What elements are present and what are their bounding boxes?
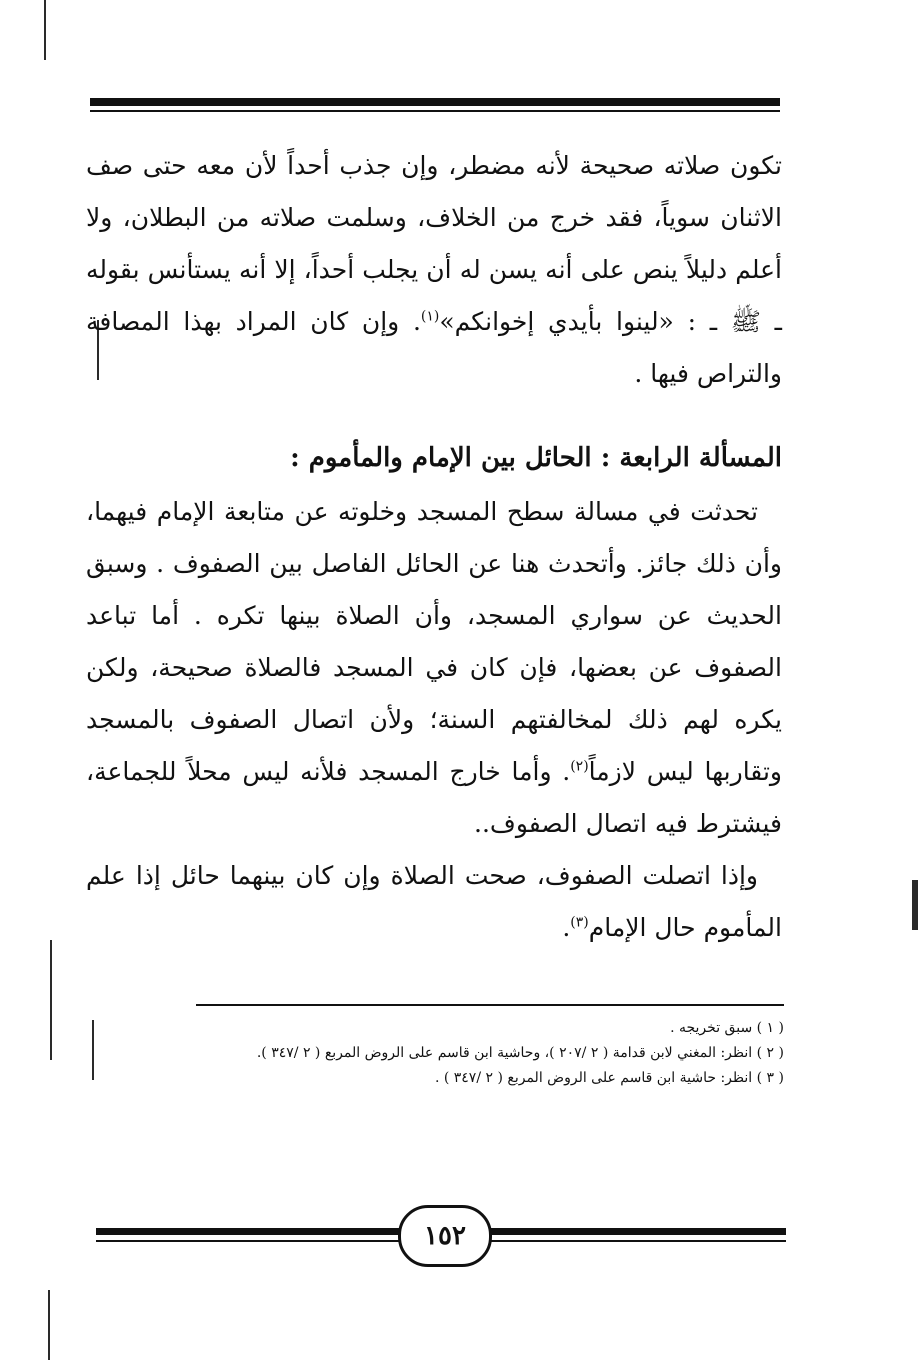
paragraph-3	[86, 850, 782, 954]
paragraph-2-text: تحدثت في مسالة سطح المسجد وخلوته عن متابعة الإمام فيهما، وأن ذلك جائز. وأتحدث هنا عن الحائل الفاصل بين الصفوف . وسبق الحديث عن سواري المسجد، وأن الصلاة بينها تكره . أما تباعد الصفوف عن بعضها، فإن كان في المسجد فالصلاة صحيحة، ولكن يكره لهم ذلك لمخالفتهم السنة؛ ولأن اتصال الصفوف بالمسجد وتقاربها ليس لازماً	[86, 497, 782, 786]
paragraph-2-end: . وأما خارج المسجد فلأنه ليس محلاً للجماعة، فيشترط فيه اتصال الصفوف..	[86, 757, 782, 838]
scan-margin-line	[48, 1290, 50, 1360]
paragraph-1	[86, 140, 782, 400]
scan-margin-line	[44, 0, 46, 60]
footnote-ref-2: (٢)	[570, 758, 589, 775]
footnote-3: ( ٣ ) انظر: حاشية ابن قاسم على الروض المربع ( ٢ /٣٤٧ ) .	[434, 1070, 784, 1086]
footnote-rule	[196, 1004, 784, 1006]
paragraph-2	[86, 486, 782, 850]
footnote-ref-1: (١)	[420, 308, 440, 325]
page-number: ١٥٢	[398, 1205, 492, 1267]
header-rule-thin	[90, 110, 780, 112]
footnote-2: ( ٢ ) انظر: المغني لابن قدامة ( ٢ /٢٠٧ )، وحاشية ابن قاسم على الروض المربع ( ٢ /٣٤٧ ).	[256, 1045, 784, 1061]
main-text	[86, 140, 782, 954]
section-heading: المسألة الرابعة : الحائل بين الإمام والمأموم :	[290, 443, 782, 473]
paragraph-1-end: . وإن كان المراد بهذا المصافة والتراص فيها .	[86, 307, 782, 388]
paragraph-1-text: تكون صلاته صحيحة لأنه مضطر، وإن جذب أحداً لأن معه حتى صف الاثنان سوياً، فقد خرج من الخلاف، وسلمت صلاته من البطلان، ولا أعلم دليلاً ينص على أنه يسن له أن يجلب أحداً، إلا أنه يستأنس بقوله ـ ﷺ ـ : «لينوا بأيدي إخوانكم»	[86, 151, 782, 336]
scan-margin-line	[50, 940, 52, 1060]
paragraph-3-end: .	[562, 913, 571, 942]
footnotes	[150, 1016, 784, 1091]
footnote-1: ( ١ ) سبق تخريجه .	[670, 1020, 784, 1036]
header-rule-thick	[90, 98, 780, 106]
scan-margin-line	[92, 1020, 94, 1080]
paragraph-3-text: وإذا اتصلت الصفوف، صحت الصلاة وإن كان بينهما حائل إذا علم المأموم حال الإمام	[86, 861, 782, 942]
footnote-ref-3: (٣)	[570, 914, 589, 931]
scan-margin-line	[912, 880, 918, 930]
